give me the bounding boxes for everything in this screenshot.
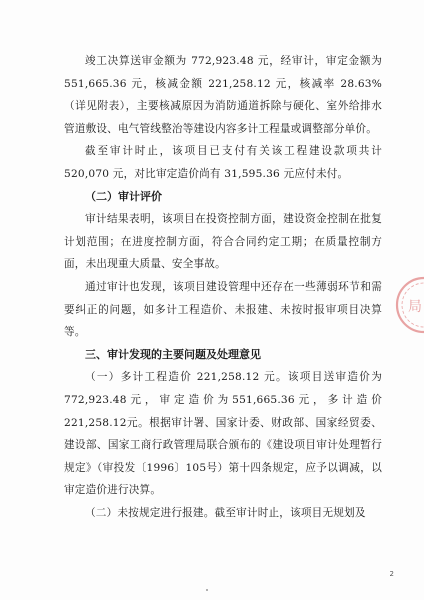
paragraph-audit-results: 审计结果表明，该项目在投资控制方面，建设资金控制在批复计划范围；在进度控制方面，符合合同约定工期；在质量控制方面，未出现重大质量、安全事故。 xyxy=(64,213,382,271)
svg-text:局: 局 xyxy=(408,299,422,315)
page-number: 2 xyxy=(389,570,394,578)
subheading-audit-evaluation: （二）审计评价 xyxy=(85,189,162,203)
official-seal-stamp xyxy=(394,275,424,335)
document-body xyxy=(64,50,382,524)
section-heading-issues: 三、审计发现的主要问题及处理意见 xyxy=(85,347,261,361)
paragraph-weaknesses: 通过审计也发现，该项目建设管理中还存在一些薄弱环节和需要纠正的问题，如多计工程造价、未报建、未按时报审项目决算等。 xyxy=(64,280,382,339)
scan-artifact xyxy=(206,589,208,591)
paragraph-no-filing: （二）未按规定进行报建。截至审计时止，该项目无规划及 xyxy=(85,506,366,519)
paragraph-overcharge: （一）多计工程造价 221,258.12 元。该项目送审造价为772,923.48元，审定造价为551,665.36元，多计造价221,258.12元。根据审计署、国家计委、财政部、国家经贸委、建设部、国家工商行政管理局联合颁布的《建设项目审计处理暂行规定》（审投发〔1996〕105号）第十四条规定，应予以调减，以审定造价进行决算。 xyxy=(64,371,382,497)
paragraph-payment-status: 截至审计时止，该项目已支付有关该工程建设款项共计 520,070 元，对比审定造价尚有 31,595.36 元应付未付。 xyxy=(64,145,382,180)
paragraph-settlement-amount: 竣工决算送审金额为 772,923.48 元，经审计，审定金额为 551,665.36 元，核减金额 221,258.12 元，核减率 28.63%（详见附表），主要核减原因为消防通道拆除与硬化、室外给排水管道敷设、电气管线整治等建设内容多计工程量或调整部分单价。 xyxy=(64,55,382,135)
